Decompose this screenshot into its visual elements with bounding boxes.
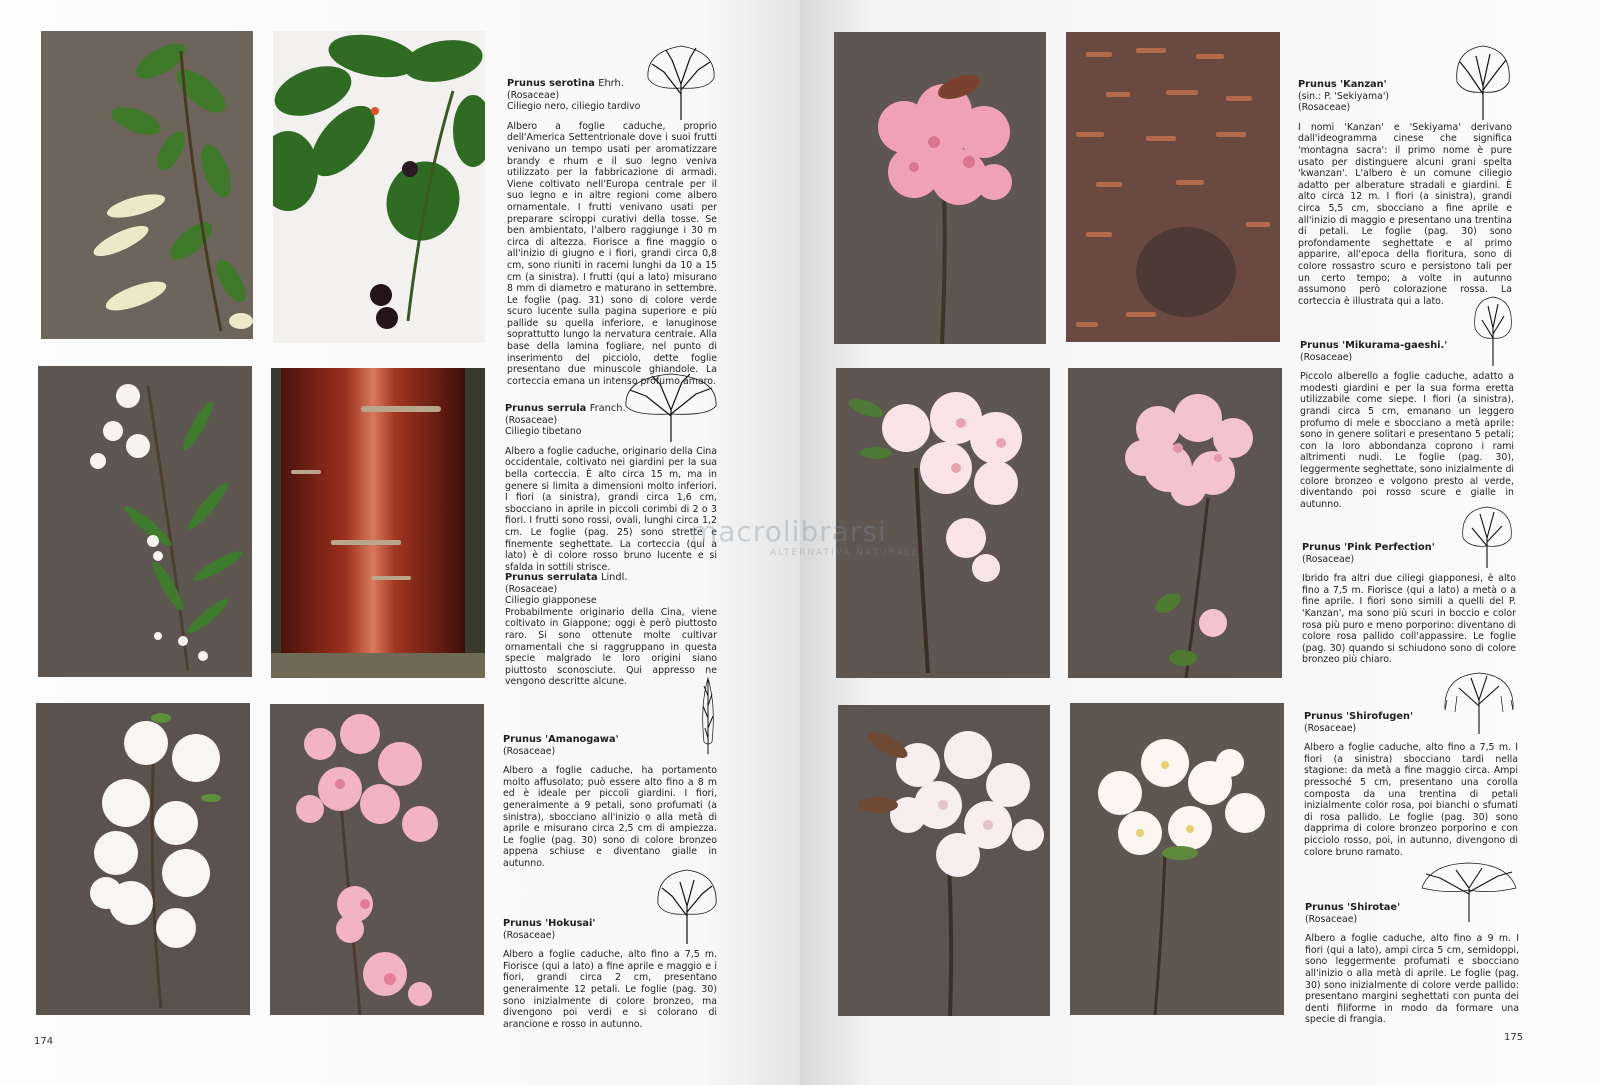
entry-prunus-shirofugen bbox=[1304, 711, 1518, 858]
species-family: (Rosaceae) bbox=[505, 414, 558, 426]
photo-shirotae-flowers bbox=[1070, 703, 1284, 1015]
photo-serotina-fruits bbox=[273, 31, 485, 343]
species-family: (Rosaceae) bbox=[503, 929, 556, 941]
photo-serotina-flowers bbox=[41, 31, 253, 339]
species-synonym: (sin.: P. 'Sekiyama') bbox=[1298, 90, 1390, 102]
species-family: (Rosaceae) bbox=[505, 583, 558, 595]
species-family: (Rosaceae) bbox=[1305, 913, 1358, 925]
species-name: Prunus serotina bbox=[507, 78, 595, 89]
entry-prunus-serrula bbox=[505, 403, 717, 573]
species-name: Prunus 'Pink Perfection' bbox=[1302, 542, 1435, 553]
tree-silhouette-icon bbox=[1454, 42, 1512, 122]
entry-prunus-mikurama-gaeshi bbox=[1300, 340, 1514, 510]
species-description: Ibrido fra altri due ciliegi giapponesi, è alto fino a 7,5 m. Fiorisce (qui a lato) a metà o a fine aprile. I fiori sono simili a quelli del P. 'Kanzan', ma sono più scuri in boccio e color rosa più puro e meno porporino: diventano di colore rosa pallido coll'appassire. Le foglie (pag. 30) quando si schiudono sono di colore bronzeo più chiaro. bbox=[1302, 573, 1516, 666]
photo-hokusai-flowers bbox=[270, 704, 484, 1015]
species-description: Albero a foglie caduche, proprio dell'America Settentrionale dove i suoi frutti venivano un tempo usati per aromatizzare brandy e rhum e il suo legno veniva utilizzato per la fabbricazione di armadi. Viene coltivato nell'Europa centrale per il suo legno e in altre regioni come albero ornamentale. I frutti venivano usati per preparare sciroppi curativi della tosse. Se ben ambientato, l'albero raggiunge i 30 m circa di altezza. Fiorisce a fine maggio o all'inizio di giugno e i fiori, grandi circa 0,8 cm, sono riuniti in racemi lunghi da 10 a 15 cm (a sinistra). I frutti (qui a lato) misurano 8 mm di diametro e maturano in settembre. Le foglie (pag. 31) sono di colore verde scuro lucente sulla pagina superiore e più pallide su quella inferiore, e lanuginose soprattutto lungo la nervatura centrale. Alla base della lamina fogliare, nel punto di inserimento del picciolo, dette foglie presentano due minuscole ghiandole. La corteccia emana un intenso profumo amaro. bbox=[507, 120, 717, 387]
species-common-name: Ciliegio tibetano bbox=[505, 426, 582, 438]
species-family: (Rosaceae) bbox=[1302, 553, 1355, 565]
species-name: Prunus 'Shirofugen' bbox=[1304, 711, 1413, 722]
species-author: Ehrh. bbox=[598, 78, 624, 89]
species-common-name: Ciliegio nero, ciliegio tardivo bbox=[507, 101, 641, 113]
entry-prunus-serotina bbox=[507, 78, 717, 387]
watermark-logo: macrolibrarsi bbox=[690, 515, 887, 548]
page-number-left: 174 bbox=[34, 1036, 54, 1047]
species-family: (Rosaceae) bbox=[1300, 351, 1353, 363]
species-author: Franch. bbox=[589, 403, 626, 414]
species-family: (Rosaceae) bbox=[1304, 722, 1357, 734]
species-description: Albero a foglie caduche, alto fino a 9 m. I fiori (qui a lato), ampi circa 5 cm, semidoppi, sono leggermente profumati e sbocciano all'inizio o alla metà di aprile. Le foglie (pag. 30) sono inizialmente di colore verde pallido: presentano margini seghettati con punta dei denti filiforme in modo da formare una specie di frangia. bbox=[1305, 933, 1519, 1026]
photo-serrula-bark bbox=[271, 368, 485, 678]
species-family: (Rosaceae) bbox=[503, 745, 556, 757]
species-name: Prunus 'Amanogawa' bbox=[503, 734, 619, 745]
species-family: (Rosaceae) bbox=[1298, 102, 1351, 114]
species-family: (Rosaceae) bbox=[507, 89, 560, 101]
photo-amanogawa-flowers bbox=[36, 703, 250, 1015]
entry-prunus-amanogawa bbox=[503, 734, 717, 870]
right-page bbox=[800, 0, 1600, 1085]
species-name: Prunus 'Hokusai' bbox=[503, 918, 596, 929]
species-description: Albero a foglie caduche, originario della Cina occidentale, coltivato nei giardini per la sua bella corteccia. È alto circa 15 m, ma in genere si limita a dimensioni molto inferiori. I fiori (a sinistra), grandi circa 1,6 cm, sbocciano in aprile in piccoli corimbi di 2 o 3 fiori. I frutti sono rossi, ovali, lunghi circa 1,2 cm. Le foglie (pag. 25) sono strette e finemente seghettate. La corteccia (qui a lato) è di colore rosso bruno lucente e si sfalda in sottili strisce. bbox=[505, 445, 717, 573]
species-description: I nomi 'Kanzan' e 'Sekiyama' derivano dall'ideogramma cinese che significa 'montagna sacra': il primo nome è pure usato per distinguere alcuni grani spelta 'kwanzan'. L'albero è un comune ciliegio adatto per alberature stradali e giardini. È alto circa 12 m. I fiori (a sinistra), grandi circa 5,5 cm, sbocciano a fine aprile e all'inizio di maggio e presentano una trentina di petali. Le foglie (pag. 30) sono profondamente seghettate e al primo apparire, all'epoca della fioritura, sono di colore rossastro scuro e persistono tali per un certo tempo; a volte in autunno assumono però colorazione rossa. La corteccia è illustrata qui a lato. bbox=[1298, 121, 1512, 307]
entry-prunus-shirotae bbox=[1305, 902, 1519, 1026]
species-description: Albero a foglie caduche, ha portamento molto affusolato; può essere alto fino a 8 m ed è ideale per piccoli giardini. I fiori, generalmente a 9 petali, sono profumati (a sinistra), sbocciano all'inizio o alla metà di aprile e misurano circa 2,5 cm di ampiezza. Le foglie (pag. 30) sono di colore bronzeo appena schiuse e diventano gialle in autunno. bbox=[503, 765, 717, 869]
species-author: Lindl. bbox=[600, 572, 628, 583]
species-name: Prunus 'Shirotae' bbox=[1305, 902, 1401, 913]
species-name: Prunus 'Kanzan' bbox=[1298, 79, 1387, 90]
entry-prunus-hokusai bbox=[503, 918, 717, 1030]
entry-prunus-serrulata bbox=[505, 572, 717, 688]
species-description: Piccolo alberello a foglie caduche, adatto a modesti giardini e per la sua forma eretta utilizzabile come siepe. I fiori (a sinistra), grandi circa 5 cm, emanano un leggero profumo di mele e sbocciano a metà aprile: sono in genere solitari e presentano 5 petali; con la loro abbondanza coprono i rami altrimenti nudi. Le foglie (pag. 30), leggermente seghettate, sono inizialmente di colore bronzeo e volgono presto al verde, diventando poi rosso scure e gialle in autunno. bbox=[1300, 371, 1514, 510]
species-name: Prunus serrulata bbox=[505, 572, 598, 583]
species-description: Albero a foglie caduche, alto fino a 7,5 m. Fiorisce (qui a lato) a fine aprile e maggio e i fiori, grandi circa 2 cm, presentano generalmente 12 petali. Le foglie (pag. 30) sono inizialmente di colore bronzeo, ma divengono poi verdi e si colorano di arancione e rosso in autunno. bbox=[503, 949, 717, 1030]
photo-pink-perfection-flowers bbox=[1068, 368, 1282, 678]
photo-kanzan-bark bbox=[1066, 32, 1280, 342]
photo-kanzan-flowers bbox=[834, 32, 1046, 344]
entry-prunus-pink-perfection bbox=[1302, 542, 1516, 666]
photo-shirofugen-flowers bbox=[838, 705, 1050, 1016]
species-description: Albero a foglie caduche, alto fino a 7,5 m. I fiori (a sinistra) sbocciano tardi nella stagione: da metà a fine maggio circa. Ampi pressoché 5 cm, presentano una corolla composta da una trentina di petali inizialmente color rosa, poi bianchi o sfumati di rosa pallido. Le foglie (pag. 30) sono dapprima di colore bronzeo porporino e con picciolo rosso, poi, in autunno, divengono di colore bruno ramato. bbox=[1304, 742, 1518, 858]
species-common-name: Ciliegio giapponese bbox=[505, 595, 597, 607]
species-name: Prunus 'Mikurama-gaeshi.' bbox=[1300, 340, 1448, 351]
photo-serrula-flowers bbox=[38, 366, 252, 677]
tree-silhouette-icon bbox=[642, 42, 720, 122]
page-number-right: 175 bbox=[1504, 1032, 1524, 1043]
watermark-subtitle: ALTERNATIVA NATURALE bbox=[770, 548, 920, 558]
species-name: Prunus serrula bbox=[505, 403, 587, 414]
species-description: Probabilmente originario della Cina, viene coltivato in Giappone; oggi è però piuttosto raro. Si sono ottenute molte cultivar ornamentali che si raggruppano in questa specie malgrado le loro origini siano piuttosto sconosciute. Qui appresso ne vengono descritte alcune. bbox=[505, 606, 717, 688]
